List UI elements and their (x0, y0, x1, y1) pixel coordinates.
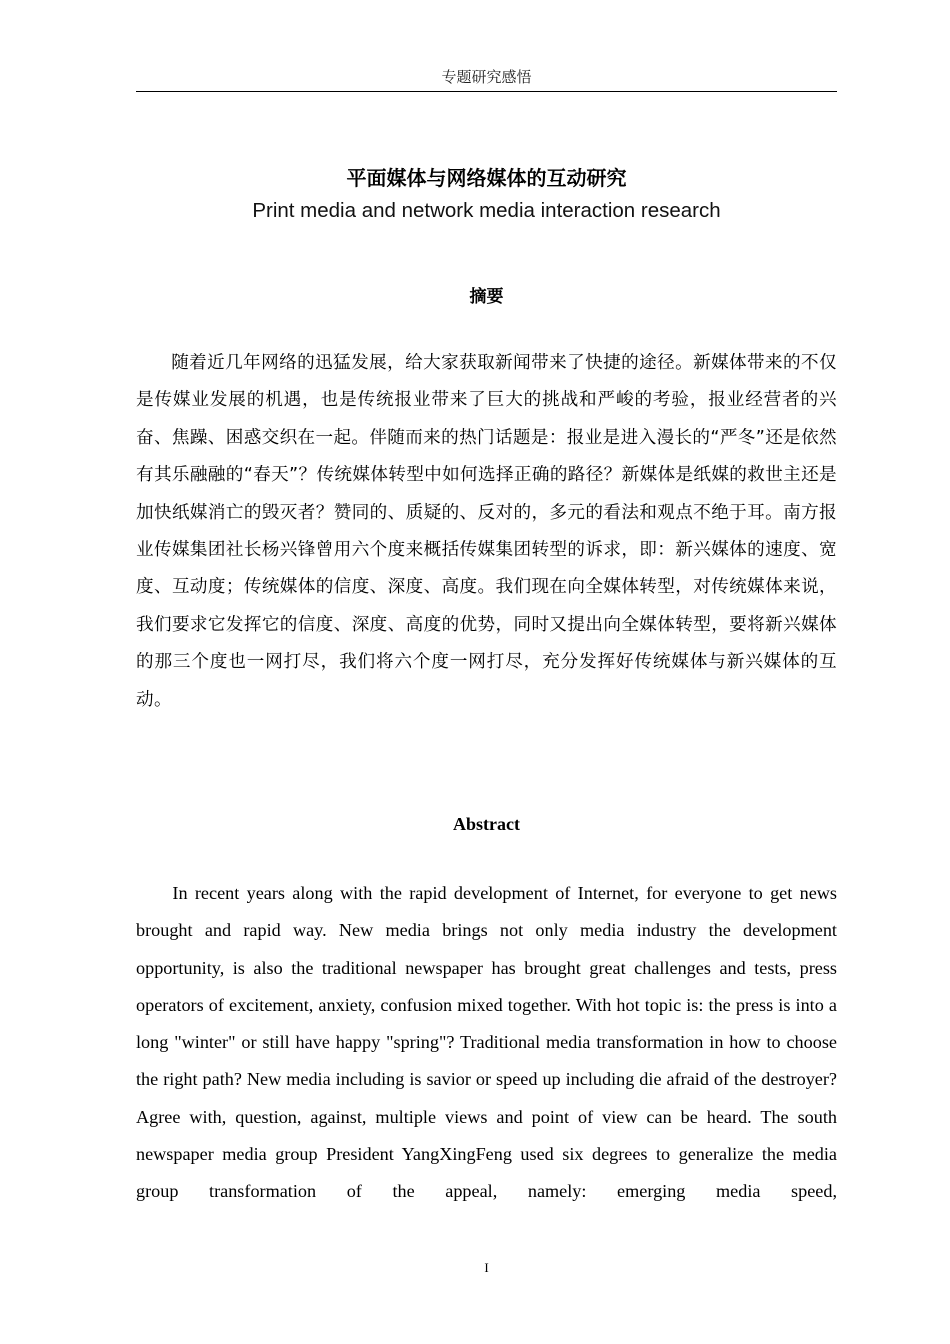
abstract-body-english: In recent years along with the rapid development of Internet, for everyone to get news brought and rapid way. New media brings not only media industry the development opportunity, is also the traditional newspaper has brought great challenges and tests, press operators of excitement, anxiety, confusion mixed together. With hot topic is: the press is into a long "winter" or still have happy "spring"? Traditional media transformation in how to choose the right path? New media including is savior or speed up including die afraid of the destroyer? Agree with, question, against, multiple views and point of view can be heard. The south newspaper media group President YangXingFeng used six degrees to generalize the media group transformation of the appeal, namely: emerging media speed, (136, 883, 837, 1202)
abstract-heading-chinese: 摘要 (469, 287, 504, 307)
title-english: Print media and network media interaction research (252, 199, 721, 222)
title-chinese: 平面媒体与网络媒体的互动研究 (346, 166, 627, 190)
running-header: 专题研究感悟 (441, 68, 532, 86)
header-rule (136, 91, 837, 92)
abstract-heading-english: Abstract (453, 814, 520, 834)
abstract-body-chinese: 随着近几年网络的迅猛发展，给大家获取新闻带来了快捷的途径。新媒体带来的不仅是传媒业发展的机遇，也是传统报业带来了巨大的挑战和严峻的考验，报业经营者的兴奋、焦躁、困惑交织在一起。伴随而来的热门话题是：报业是进入漫长的“严冬”还是依然有其乐融融的“春天”？传统媒体转型中如何选择正确的路径？新媒体是纸媒的救世主还是加快纸媒消亡的毁灭者？赞同的、质疑的、反对的，多元的看法和观点不绝于耳。南方报业传媒集团社长杨兴锋曾用六个度来概括传媒集团转型的诉求，即：新兴媒体的速度、宽度、互动度；传统媒体的信度、深度、高度。我们现在向全媒体转型，对传统媒体来说，我们要求它发挥它的信度、深度、高度的优势，同时又提出向全媒体转型，要将新兴媒体的那三个度也一网打尽，我们将六个度一网打尽，充分发挥好传统媒体与新兴媒体的互动。 (136, 353, 837, 710)
page-number: I (484, 1260, 489, 1275)
